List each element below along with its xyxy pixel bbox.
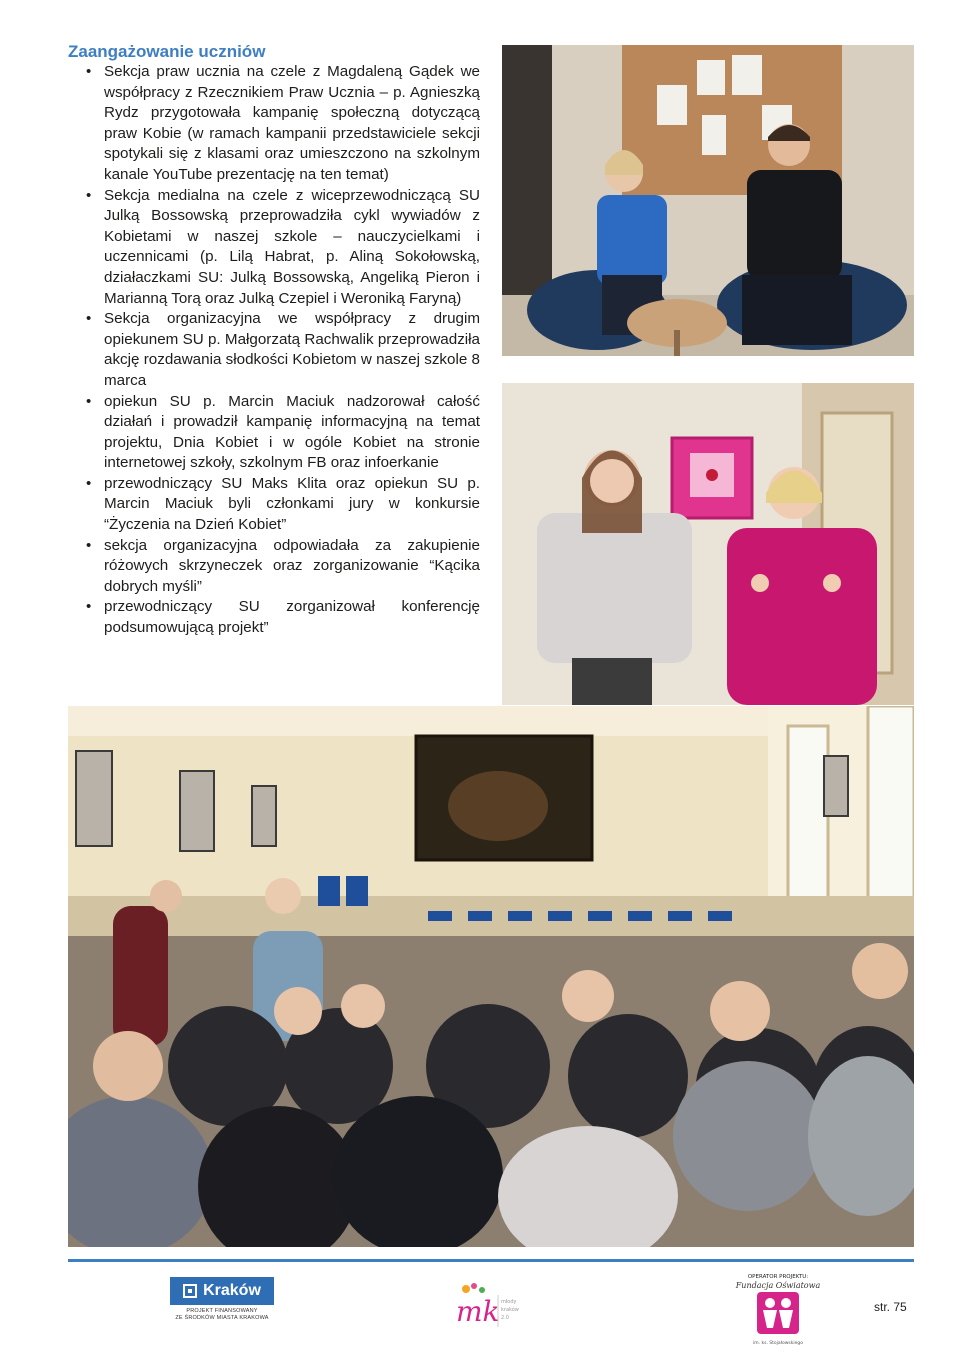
list-item: • Sekcja organizacyjna we współpracy z drugim opiekunem SU p. Małgorzatą Rachwalik przeprowadziła akcję rozdawania słodkości Kobietom w naszej szkole 8 marca xyxy=(68,309,480,391)
page-number: str. 75 xyxy=(874,1300,907,1314)
svg-text:młody: młody xyxy=(501,1299,517,1305)
krakow-note-line: PROJEKT FINANSOWANY xyxy=(186,1308,258,1314)
krakow-logo-text: Kraków xyxy=(203,1282,261,1299)
svg-text:im. ks. Stojałowskiego: im. ks. Stojałowskiego xyxy=(753,1341,803,1346)
footer-rule xyxy=(68,1259,914,1262)
photo-pink-box xyxy=(502,383,914,705)
list-item: • Sekcja praw ucznia na czele z Magdaleną Gądek we współpracy z Rzecznikiem Praw Ucznia – p. Agnieszką Rydz przygotowała kampanię społeczną dotyczącą praw Kobie (w ramach kampanii przedstawiciele sekcji spotykali się z klasami oraz umieszczono na szkolnym kanale YouTube prezentację na ten temat) xyxy=(68,62,480,186)
bullet-list xyxy=(68,62,480,639)
krakow-note-line: ZE ŚRODKÓW MIASTA KRAKOWA xyxy=(175,1315,269,1321)
krakow-emblem-icon xyxy=(183,1284,197,1298)
fund-name: Fundacja Oświatowa xyxy=(735,1281,821,1290)
mlody-krakow-logo xyxy=(452,1281,532,1333)
svg-text:2.0: 2.0 xyxy=(501,1315,509,1321)
mk-logo-text: mk xyxy=(456,1295,500,1328)
photo-interview xyxy=(502,45,914,356)
list-item: • przewodniczący SU Maks Klita oraz opiekun SU p. Marcin Maciuk byli członkami jury w konkursie “Życzenia na Dzień Kobiet” xyxy=(68,474,480,536)
fundacja-oswiatowa-logo xyxy=(735,1272,821,1348)
krakow-logo xyxy=(170,1277,274,1332)
list-item: • opiekun SU p. Marcin Maciuk nadzorował całość działań i prowadził kampanię informacyjną na temat projektu, Dnia Kobiet i w ogóle Kobiet na stronie internetowej szkoły, szkolnym FB oraz infoerkanie xyxy=(68,392,480,474)
list-item: • sekcja organizacyjna odpowiadała za zakupienie różowych skrzyneczek oraz zorganizowanie “Kącika dobrych myśli” xyxy=(68,536,480,598)
list-item: • Sekcja medialna na czele z wiceprzewodniczącą SU Julką Bossowską przeprowadziła cykl wywiadów z Kobietami w naszej szkole – nauczycielkami i uczennicami (p. Lilą Habrat, p. Aliną Sokołowską, działaczkami SU: Julką Bossowską, Angeliką Pieron i Marianną Torą oraz Julką Czepiel i Weroniką Faryną) xyxy=(68,186,480,310)
photo-conference xyxy=(68,706,914,1247)
svg-text:kraków: kraków xyxy=(501,1307,519,1313)
operator-label: OPERATOR PROJEKTU: xyxy=(747,1274,809,1280)
list-item: • przewodniczący SU zorganizował konferencję podsumowującą projekt” xyxy=(68,597,480,638)
section-heading: Zaangażowanie uczniów xyxy=(68,42,266,61)
